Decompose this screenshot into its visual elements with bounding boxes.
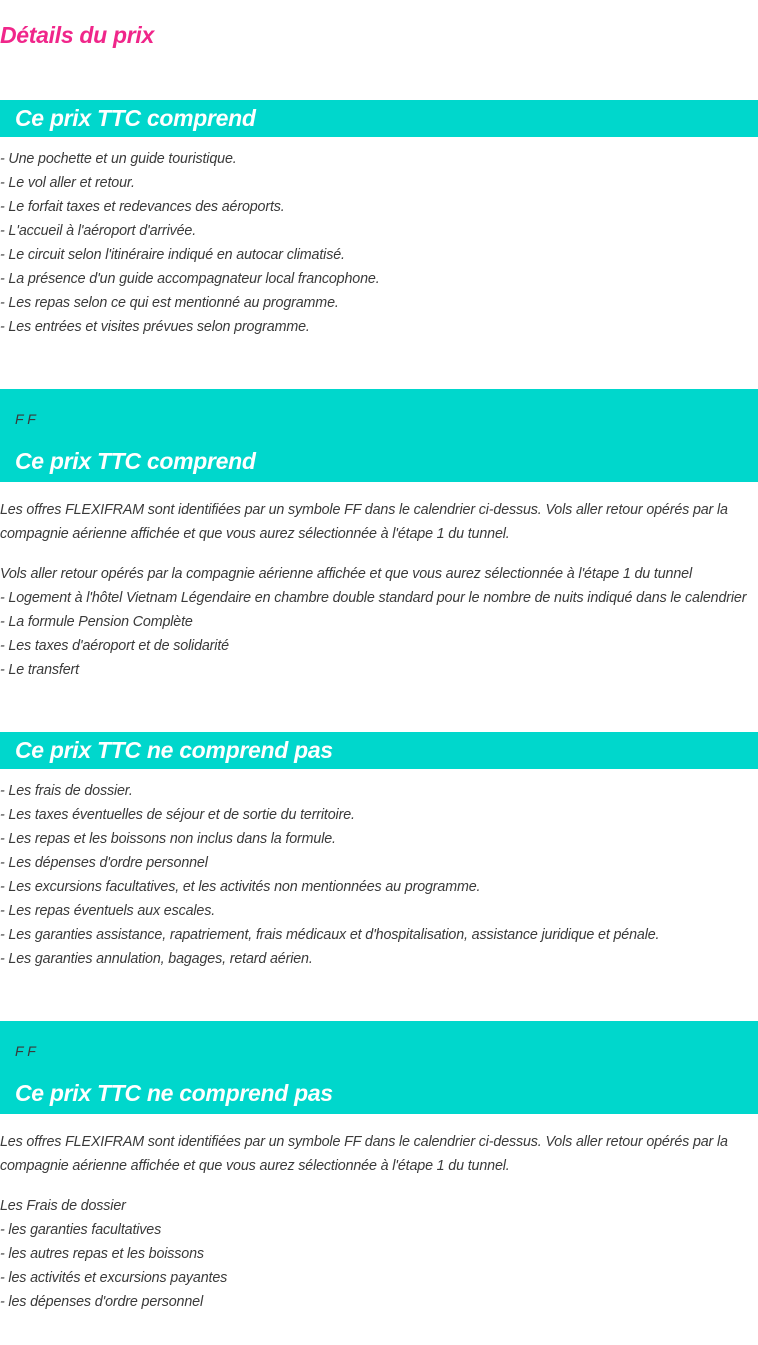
list-item: - Les taxes d'aéroport et de solidarité <box>0 638 229 654</box>
flexifram-not-included-list <box>0 1194 758 1314</box>
list-item: - La présence d'un guide accompagnateur local francophone. <box>0 271 380 287</box>
list-item: - Le circuit selon l'itinéraire indiqué en autocar climatisé. <box>0 247 345 263</box>
list-item: - Les frais de dossier. <box>0 783 133 799</box>
flexifram-intro: Les offres FLEXIFRAM sont identifiées par un symbole FF dans le calendrier ci-dessus. Vols aller retour opérés par la compagnie aérienne affichée et que vous aurez sélectionnée à l'étape 1 du tunnel. <box>0 502 728 542</box>
list-item: - Les garanties assistance, rapatriement, frais médicaux et d'hospitalisation, assistance juridique et pénale. <box>0 927 660 943</box>
spacer <box>0 546 758 562</box>
list-item: - les dépenses d'ordre personnel <box>0 1294 203 1310</box>
section-included-flexifram <box>0 389 758 682</box>
section-included <box>0 100 758 339</box>
section-title: Ce prix TTC comprend <box>15 448 256 474</box>
flexifram-intro: Les offres FLEXIFRAM sont identifiées par un symbole FF dans le calendrier ci-dessus. Vols aller retour opérés par la compagnie aérienne affichée et que vous aurez sélectionnée à l'étape 1 du tunnel. <box>0 1134 728 1174</box>
list-item: - L'accueil à l'aéroport d'arrivée. <box>0 223 197 239</box>
flexifram-included-list <box>0 562 758 682</box>
section-header-band <box>0 1021 758 1114</box>
list-item: - Les entrées et visites prévues selon programme. <box>0 319 310 335</box>
section-header-band <box>0 389 758 482</box>
list-item: - Logement à l'hôtel Vietnam Légendaire en chambre double standard pour le nombre de nuits indiqué dans le calendrier <box>0 590 747 606</box>
section-title: Ce prix TTC ne comprend pas <box>15 737 333 763</box>
list-item: - Une pochette et un guide touristique. <box>0 151 237 167</box>
list-item: - Les repas éventuels aux escales. <box>0 903 216 919</box>
not-included-list <box>0 779 758 971</box>
page-title: Détails du prix <box>0 22 154 48</box>
ff-symbol: F F <box>15 411 36 427</box>
section-header-band <box>0 732 758 769</box>
section-not-included <box>0 732 758 971</box>
section-not-included-flexifram <box>0 1021 758 1314</box>
list-item: - Les excursions facultatives, et les activités non mentionnées au programme. <box>0 879 481 895</box>
included-list <box>0 147 758 339</box>
list-item: - Les dépenses d'ordre personnel <box>0 855 208 871</box>
ff-symbol: F F <box>15 1043 36 1059</box>
list-item: - Les taxes éventuelles de séjour et de sortie du territoire. <box>0 807 355 823</box>
list-item: - les activités et excursions payantes <box>0 1270 228 1286</box>
section-title: Ce prix TTC comprend <box>15 105 256 131</box>
section-header-band <box>0 100 758 137</box>
spacer <box>0 1178 758 1194</box>
list-item: Les Frais de dossier <box>0 1198 126 1214</box>
section-title: Ce prix TTC ne comprend pas <box>15 1080 333 1106</box>
list-item: - Le forfait taxes et redevances des aéroports. <box>0 199 285 215</box>
list-item: - La formule Pension Complète <box>0 614 193 630</box>
list-item: - Les repas selon ce qui est mentionné au programme. <box>0 295 339 311</box>
list-item: - les autres repas et les boissons <box>0 1246 204 1262</box>
list-item: Vols aller retour opérés par la compagnie aérienne affichée et que vous aurez sélectionnée à l'étape 1 du tunnel <box>0 566 692 582</box>
list-item: - Le vol aller et retour. <box>0 175 135 191</box>
list-item: - Le transfert <box>0 662 79 678</box>
list-item: - Les repas et les boissons non inclus dans la formule. <box>0 831 336 847</box>
list-item: - Les garanties annulation, bagages, retard aérien. <box>0 951 313 967</box>
list-item: - les garanties facultatives <box>0 1222 162 1238</box>
